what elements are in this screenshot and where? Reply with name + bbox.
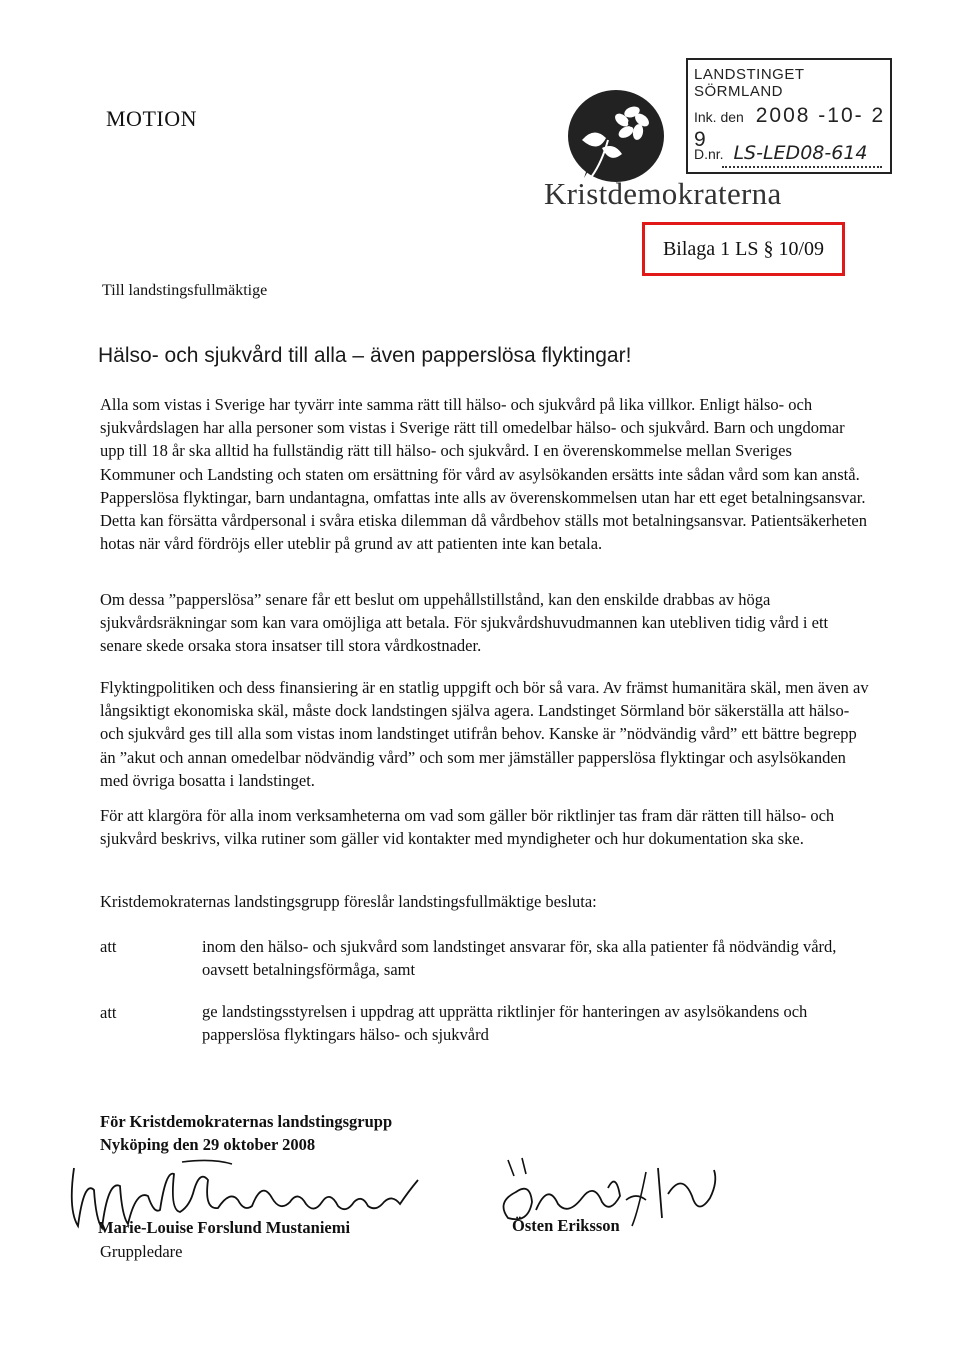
stamp-organization: LANDSTINGET SÖRMLAND [694,66,805,100]
signer-1-role: Gruppledare [100,1242,183,1261]
signature-place-date: Nyköping den 29 oktober 2008 [100,1135,316,1154]
paragraph: Alla som vistas i Sverige har tyvärr inte samma rätt till hälso- och sjukvård på lika villkor. Enligt hälso- och sjukvårdslagen har alla personer som vistas i Sverige rätt till omedelbar hälso- och sjukvård. Barn och ungdomar upp till 18 år ska alltid ha fullständig rätt till hälso- och sjukvård. I en överenskommelse mellan Sveriges Kommuner och Landsting och staten om ersättning för vård av asylsökanden ersätts inte sådan vård som kan anstå. Papperslösa flyktingar, barn undantagna, omfattas inte alls av överenskommelsen utan har ett eget betalningsansvar. Detta kan försätta vårdpersonal i svåra etiska dilemman då vårdbehov ställs mot betalningsansvar. Patientsäkerheten hotas när vård fördröjs eller uteblir på grund av att patienten inte kan betala. [100,395,868,554]
stamp-dnr [694,142,868,164]
received-stamp [686,58,892,174]
recipient: Till landstingsfullmäktige [102,282,268,299]
signer-1-name: Marie-Louise Forslund Mustaniemi [98,1218,351,1237]
signer-2-name: Östen Eriksson [512,1216,620,1235]
stamp-dnr-label: D.nr. [694,146,724,162]
proposal-key: att [100,937,117,956]
proposal-key: att [100,1003,117,1022]
paragraph: Kristdemokraternas landstingsgrupp föreslår landstingsfullmäktige besluta: [100,892,597,911]
party-name: Kristdemokraterna [544,176,782,211]
paragraph: För att klargöra för alla inom verksamheterna om vad som gäller bör riktlinjer tas fram där rätten till hälso- och sjukvård beskrivs, vilka rutiner som gäller vid kontakter med myndigheter och hur dokumentation ska ske. [100,806,835,849]
stamp-received-date: 2008 -10- 2 9 [694,104,886,151]
paragraph: Flyktingpolitiken och dess finansiering är en statlig uppgift och bör så vara. Av främst humanitära skäl, men även av långsiktigt ekonomiska skäl, måste dock landstingen själva agera. Landstinget Sörmland bör säkerställa att hälso- och sjukvård ges till alla som vistas inom landstinget utifrån behov. Kanske är ”nödvändig vård” ett bättre begrepp än ”akut och annan omedelbar nödvändig vård” och som mer jämställer papperslösa flyktingar och asylsökanden med övriga bosatta i landstinget. [100,678,869,790]
party-logo-flower-icon [562,82,680,186]
stamp-received-label: Ink. den [694,109,744,125]
document-type: MOTION [106,106,197,131]
attachment-label: Bilaga 1 LS § 10/09 [642,222,845,276]
stamp-dnr-underline [722,166,882,168]
signature-group-line: För Kristdemokraternas landstingsgrupp [100,1112,393,1131]
proposal-text: ge landstingsstyrelsen i uppdrag att upprätta riktlinjer för hanteringen av asylsökandens och papperslösa flyktingars hälso- och sjukvård [202,1002,808,1045]
motion-title: Hälso- och sjukvård till alla – även papperslösa flyktingar! [98,344,632,367]
stamp-dnr-value: LS-LED08-614 [733,142,868,164]
paragraph: Om dessa ”papperslösa” senare får ett beslut om uppehållstillstånd, kan den enskilde drabbas av höga sjukvårdsräkningar som kan vara omöjliga att betala. För sjukvårdshuvudmannen kan utebliven tidig vård i ett senare skede orsaka stora insatser till stora vårdkostnader. [100,590,829,656]
proposal-text: inom den hälso- och sjukvård som landstinget ansvarar för, ska alla patienter få nödvändig vård, oavsett betalningsförmåga, samt [202,937,837,980]
